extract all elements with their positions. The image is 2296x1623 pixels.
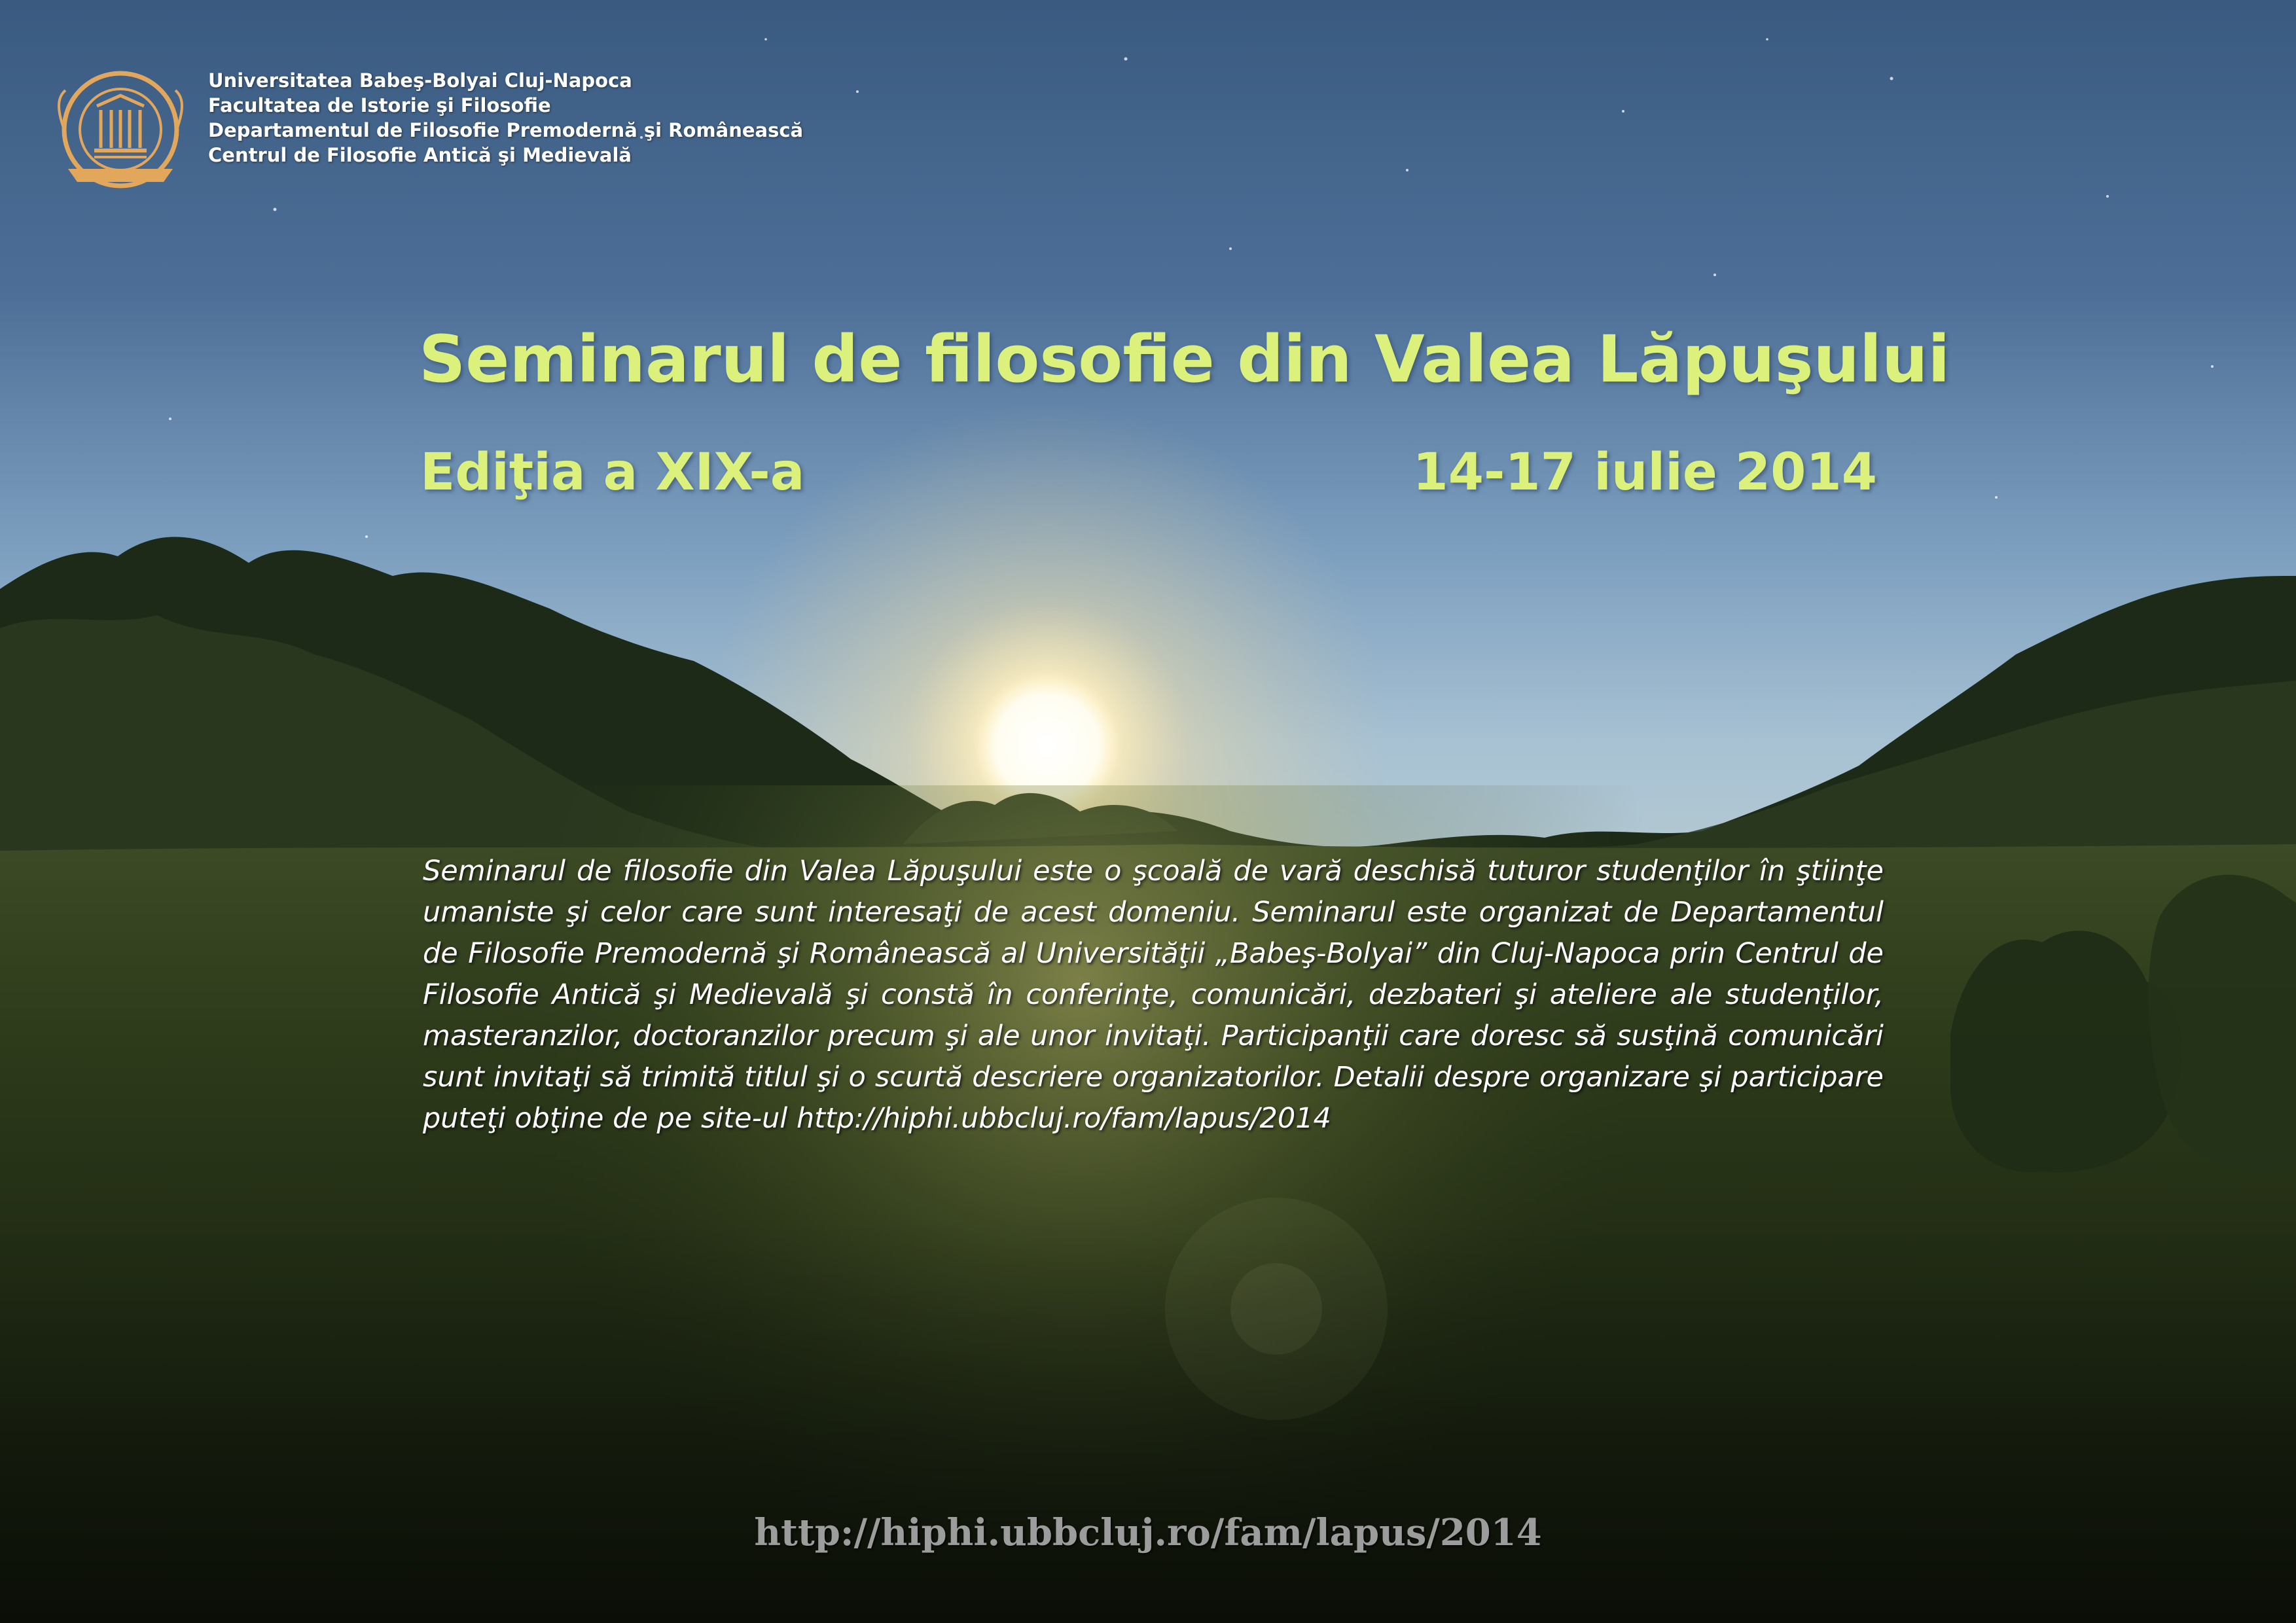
header-centre: Centrul de Filosofie Antică şi Medievală (208, 144, 632, 166)
event-dates: 14-17 iulie 2014 (1412, 443, 1877, 502)
university-seal-icon (48, 64, 192, 195)
header-department: Departamentul de Filosofie Premodernă şi Românească (208, 119, 804, 141)
website-link[interactable]: http://hiphi.ubbcluj.ro/fam/lapus/2014 (754, 1511, 1542, 1554)
edition-label: Ediţia a XIX-a (420, 443, 805, 502)
seminar-description: Seminarul de filosofie din Valea Lăpuşului este o şcoală de vară deschisă tuturor studenţilor în ştiinţe umaniste şi celor care sunt interesaţi de acest domeniu. Seminarul este organizat de Departamentul de Filosofie Premodernă şi Românească al Universităţii „Babeş-Bolyai” din Cluj-Napoca prin Centrul de Filosofie Antică şi Medievală şi constă în conferinţe, comunicări, dezbateri şi ateliere ale studenţilor, masteranzilor, doctoranzilor precum şi ale unor invitaţi. Participanţii care doresc să susţină comunicări sunt invitaţi să trimită titlul şi o scurtă descriere organizatorilor. Detalii despre organizare şi participare puteţi obţine de pe site-ul http://hiphi.ubbcluj.ro/fam/lapus/2014 (423, 855, 1884, 1135)
header-faculty: Facultatea de Istorie şi Filosofie (208, 94, 551, 116)
seminar-title: Seminarul de filosofie din Valea Lăpuşului (419, 322, 1950, 397)
header-university: Universitatea Babeş-Bolyai Cluj-Napoca (208, 69, 632, 92)
institution-header (208, 68, 803, 168)
